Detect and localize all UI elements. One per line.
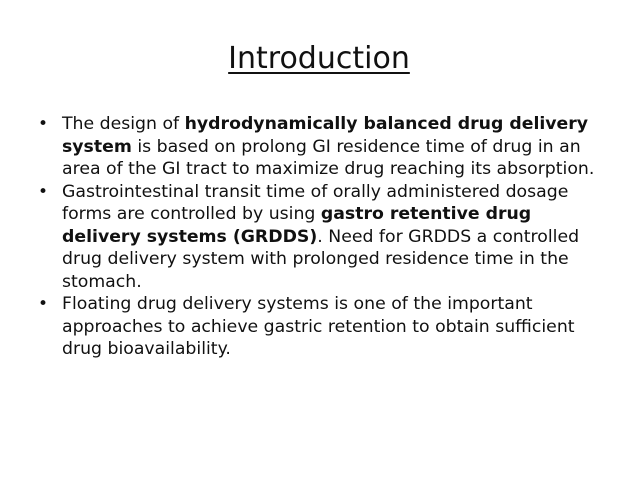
bullet-text: The design of	[62, 114, 185, 134]
bullet-text: Gastrointestinal transit time of orally administered dosage forms are controlled by using	[62, 181, 569, 224]
slide-title: Introduction	[228, 41, 410, 76]
bullet-marker: •	[38, 181, 49, 202]
bullet-item	[38, 113, 598, 181]
bullet-text: is based on prolong GI residence time of drug in an area of the GI tract to maximize drug reaching its absorption.	[62, 136, 595, 179]
bullet-marker: •	[38, 114, 49, 134]
bullet-marker: •	[38, 294, 49, 314]
bullet-text: Floating drug delivery systems is one of the important approaches to achieve gastric retention to obtain sufficient drug bioavailability.	[62, 294, 575, 359]
bullet-text: . Need for GRDDS a controlled drug delivery system with prolonged residence time in the stomach.	[62, 226, 580, 292]
bullet-list	[38, 113, 598, 361]
bullet-bold-text: hydrodynamically balanced drug delivery system	[62, 114, 589, 157]
bullet-item	[38, 293, 598, 361]
bullet-item	[38, 181, 598, 294]
bullet-bold-text: gastro retentive drug delivery systems (GRDDS)	[62, 204, 532, 247]
